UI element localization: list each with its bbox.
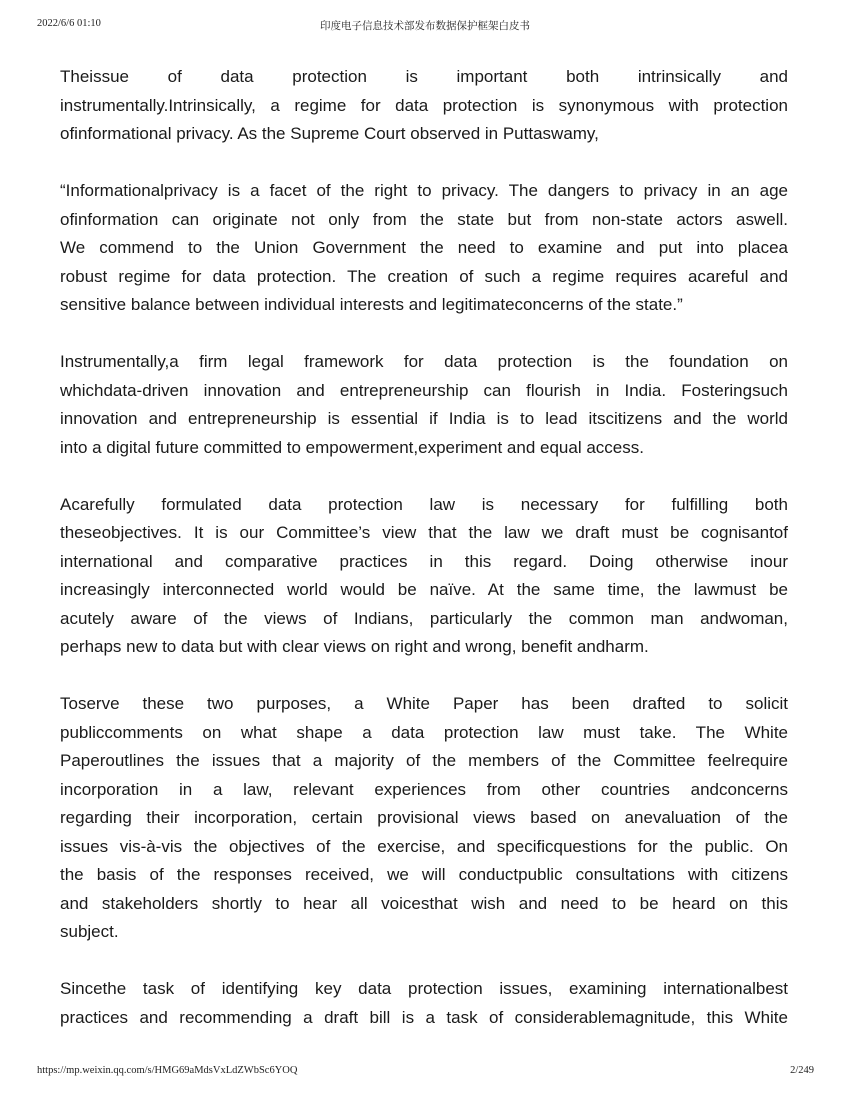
text-line: Theissue of data protection is important both intrinsically and — [60, 67, 788, 86]
text-line: robust regime for data protection. The creation of such a regime requires acareful and — [60, 266, 788, 286]
print-datetime: 2022/6/6 01:10 — [37, 18, 101, 29]
text-line: increasingly interconnected world would be naïve. At the same time, the lawmust be — [60, 580, 788, 599]
paragraph — [60, 177, 788, 320]
text-line: issues vis-à-vis the objectives of the exercise, and specificquestions for the public. On — [60, 836, 788, 856]
text-line: perhaps new to data but with clear views on right and wrong, benefit andharm. — [60, 637, 649, 656]
text-line: subject. — [60, 922, 119, 941]
article-body — [60, 63, 788, 1061]
text-line: and stakeholders shortly to hear all voicesthat wish and need to be heard on this — [60, 893, 788, 913]
text-line: theseobjectives. It is our Committee’s view that the law we draft must be cognisantof — [60, 523, 788, 542]
text-line: incorporation in a law, relevant experiences from other countries andconcerns — [60, 779, 788, 799]
text-line: the basis of the responses received, we will conductpublic consultations with citizens — [60, 865, 788, 884]
text-line: practices and recommending a draft bill is a task of considerablemagnitude, this White — [60, 1007, 788, 1027]
source-url: https://mp.weixin.qq.com/s/HMG69aMdsVxLdZWbSc6YOQ — [37, 1065, 298, 1076]
paragraph — [60, 690, 788, 947]
text-line: instrumentally.Intrinsically, a regime for data protection is synonymous with protection — [60, 95, 788, 115]
text-line: “Informationalprivacy is a facet of the right to privacy. The dangers to privacy in an age — [60, 181, 788, 200]
text-line: acutely aware of the views of Indians, particularly the common man andwoman, — [60, 608, 788, 628]
text-line: whichdata-driven innovation and entrepreneurship can flourish in India. Fosteringsuch — [60, 380, 788, 400]
text-line: ofinformational privacy. As the Supreme Court observed in Puttaswamy, — [60, 124, 599, 143]
paragraph — [60, 63, 788, 149]
document-title: 印度电子信息技术部发布数据保护框架白皮书 — [320, 21, 530, 32]
text-line: publiccomments on what shape a data protection law must take. The White — [60, 722, 788, 742]
text-line: international and comparative practices in this regard. Doing otherwise inour — [60, 551, 788, 571]
page-number: 2/249 — [790, 1065, 814, 1076]
text-line: innovation and entrepreneurship is essential if India is to lead itscitizens and the world — [60, 409, 788, 428]
text-line: Acarefully formulated data protection law is necessary for fulfilling both — [60, 494, 788, 514]
text-line: sensitive balance between individual interests and legitimateconcerns of the state.” — [60, 295, 683, 314]
paragraph — [60, 491, 788, 662]
text-line: Toserve these two purposes, a White Paper has been drafted to solicit — [60, 694, 788, 713]
text-line: Sincethe task of identifying key data protection issues, examining internationalbest — [60, 979, 788, 998]
paragraph — [60, 975, 788, 1032]
text-line: into a digital future committed to empowerment,experiment and equal access. — [60, 437, 644, 457]
text-line: We commend to the Union Government the need to examine and put into placea — [60, 238, 788, 257]
text-line: ofinformation can originate not only from the state but from non-state actors aswell. — [60, 209, 788, 229]
text-line: Paperoutlines the issues that a majority of the members of the Committee feelrequire — [60, 751, 788, 770]
paragraph — [60, 348, 788, 462]
text-line: regarding their incorporation, certain provisional views based on anevaluation of the — [60, 808, 788, 827]
text-line: Instrumentally,a firm legal framework for data protection is the foundation on — [60, 352, 788, 371]
